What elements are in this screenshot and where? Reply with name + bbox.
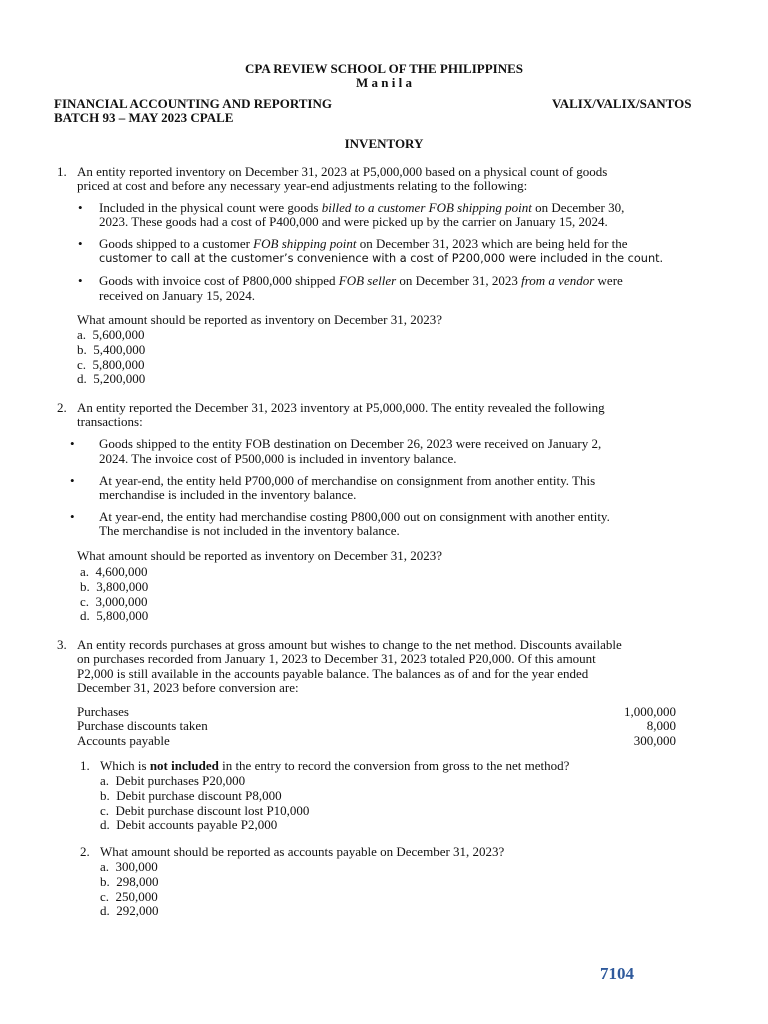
q2-option-b[interactable]: b. 3,800,000 xyxy=(80,579,149,594)
q1-bullet-3-line2: received on January 15, 2024. xyxy=(99,288,255,303)
q3-stem-line1: An entity records purchases at gross amount but wishes to change to the net method. Discounts available xyxy=(77,637,622,652)
q2-bullet-2-dot: • xyxy=(70,473,75,488)
q3-number: 3. xyxy=(57,637,67,652)
q2-bullet-1-line1: Goods shipped to the entity FOB destination on December 26, 2023 were received on January 2, xyxy=(99,436,602,451)
q2-option-c[interactable]: c. 3,000,000 xyxy=(80,594,148,609)
school-city: M a n i l a xyxy=(356,75,412,90)
q1-bullet-1-line2: 2023. These goods had a cost of P400,000 and were picked up by the carrier on January 15, 2024. xyxy=(99,214,608,229)
balance-amount-discounts: 8,000 xyxy=(646,718,676,733)
q1-option-a[interactable]: a. 5,600,000 xyxy=(77,327,145,342)
subject-title: FINANCIAL ACCOUNTING AND REPORTING xyxy=(54,96,332,111)
balance-amount-purchases: 1,000,000 xyxy=(624,704,676,719)
q3-sub1-option-c[interactable]: c. Debit purchase discount lost P10,000 xyxy=(100,803,310,818)
q3-sub1-option-a[interactable]: a. Debit purchases P20,000 xyxy=(100,773,246,788)
q1-stem-line1: An entity reported inventory on December 31, 2023 at P5,000,000 based on a physical count of goods xyxy=(77,164,608,179)
q3-sub1-number: 1. xyxy=(80,758,90,773)
q3-sub2-option-c[interactable]: c. 250,000 xyxy=(100,889,158,904)
q3-sub2-option-a[interactable]: a. 300,000 xyxy=(100,859,158,874)
q3-sub1-text: Which is not included in the entry to record the conversion from gross to the net method? xyxy=(100,758,570,773)
q1-option-b[interactable]: b. 5,400,000 xyxy=(77,342,146,357)
q1-bullet-1-dot: • xyxy=(78,200,83,215)
q1-bullet-2-line2: customer to call at the customer’s convenience with a cost of P200,000 were included in the count. xyxy=(99,252,664,265)
q2-bullet-3-line1: At year-end, the entity had merchandise costing P800,000 out on consignment with another entity. xyxy=(99,509,610,524)
q2-stem-line2: transactions: xyxy=(77,414,143,429)
q1-option-d[interactable]: d. 5,200,000 xyxy=(77,371,146,386)
balance-label-payable: Accounts payable xyxy=(77,733,170,748)
balance-label-discounts: Purchase discounts taken xyxy=(77,718,208,733)
q2-bullet-1-line2: 2024. The invoice cost of P500,000 is included in inventory balance. xyxy=(99,451,457,466)
school-name: CPA REVIEW SCHOOL OF THE PHILIPPINES xyxy=(245,61,523,76)
balance-label-purchases: Purchases xyxy=(77,704,129,719)
q2-bullet-2-line2: merchandise is included in the inventory balance. xyxy=(99,487,357,502)
q2-bullet-1-dot: • xyxy=(70,436,75,451)
q1-bullet-2-dot: • xyxy=(78,236,83,251)
q2-number: 2. xyxy=(57,400,67,415)
q2-bullet-3-dot: • xyxy=(70,509,75,524)
topic-title: INVENTORY xyxy=(344,136,424,151)
q2-option-d[interactable]: d. 5,800,000 xyxy=(80,608,149,623)
authors: VALIX/VALIX/SANTOS xyxy=(552,96,692,111)
q2-bullet-2-line1: At year-end, the entity held P700,000 of merchandise on consignment from another entity. This xyxy=(99,473,596,488)
q3-sub2-text: What amount should be reported as accounts payable on December 31, 2023? xyxy=(100,844,505,859)
q1-stem-line2: priced at cost and before any necessary year-end adjustments relating to the following: xyxy=(77,178,528,193)
q3-sub2-option-d[interactable]: d. 292,000 xyxy=(100,903,159,918)
q1-bullet-3-dot: • xyxy=(78,273,83,288)
q1-bullet-3-line1: Goods with invoice cost of P800,000 shipped FOB seller on December 31, 2023 from a vendor were xyxy=(99,273,623,288)
batch-label: BATCH 93 – MAY 2023 CPALE xyxy=(54,110,234,125)
q1-bullet-2-line1: Goods shipped to a customer FOB shipping point on December 31, 2023 which are being held for the xyxy=(99,236,628,251)
q3-sub1-option-b[interactable]: b. Debit purchase discount P8,000 xyxy=(100,788,282,803)
q1-number: 1. xyxy=(57,164,67,179)
q3-stem-line4: December 31, 2023 before conversion are: xyxy=(77,680,299,695)
balance-amount-payable: 300,000 xyxy=(633,733,676,748)
q2-stem-line1: An entity reported the December 31, 2023 inventory at P5,000,000. The entity revealed the following xyxy=(77,400,605,415)
q1-option-c[interactable]: c. 5,800,000 xyxy=(77,357,145,372)
q3-sub2-number: 2. xyxy=(80,844,90,859)
q2-bullet-3-line2: The merchandise is not included in the inventory balance. xyxy=(99,523,400,538)
q3-sub2-option-b[interactable]: b. 298,000 xyxy=(100,874,159,889)
q3-sub1-option-d[interactable]: d. Debit accounts payable P2,000 xyxy=(100,817,278,832)
q3-stem-line3: P2,000 is still available in the accounts payable balance. The balances as of and for the year ended xyxy=(77,666,589,681)
q2-question: What amount should be reported as inventory on December 31, 2023? xyxy=(77,548,442,563)
q2-option-a[interactable]: a. 4,600,000 xyxy=(80,564,148,579)
q1-question: What amount should be reported as inventory on December 31, 2023? xyxy=(77,312,442,327)
q3-stem-line2: on purchases recorded from January 1, 2023 to December 31, 2023 totaled P20,000. Of this amount xyxy=(77,651,596,666)
page-code: 7104 xyxy=(600,964,634,983)
q1-bullet-1-line1: Included in the physical count were goods billed to a customer FOB shipping point on December 30, xyxy=(99,200,625,215)
